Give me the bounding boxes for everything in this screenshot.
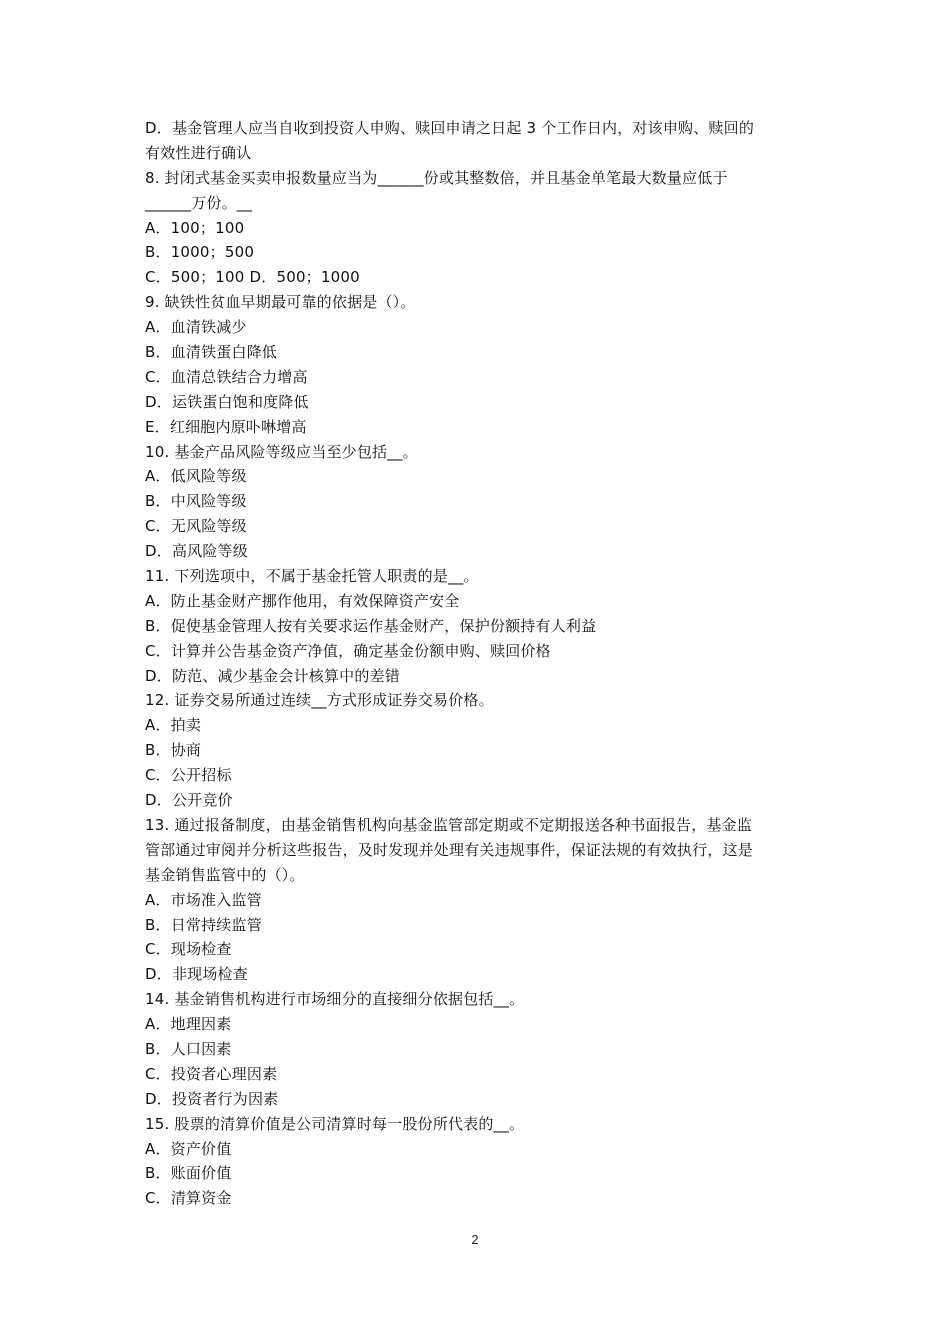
text-line: 基金销售监管中的（）。	[145, 865, 305, 884]
text-line: C．500；100 D．500；1000	[145, 268, 360, 287]
text-line: ______万份。__	[145, 193, 253, 212]
text-line: A．血清铁减少	[145, 318, 247, 337]
text-line: 14. 基金销售机构进行市场细分的直接细分依据包括__。	[145, 990, 525, 1009]
text-line: D．投资者行为因素	[145, 1089, 279, 1108]
text-line: C．现场检查	[145, 940, 232, 959]
text-line: C．计算并公告基金资产净值，确定基金份额申购、赎回价格	[145, 641, 551, 660]
text-line: C．无风险等级	[145, 517, 247, 536]
text-line: A．100；100	[145, 218, 245, 237]
text-line: 15. 股票的清算价值是公司清算时每一股份所代表的__。	[145, 1114, 525, 1133]
text-line: C．公开招标	[145, 766, 232, 785]
text-line: C．血清总铁结合力增高	[145, 367, 308, 386]
text-line: A．地理因素	[145, 1015, 232, 1034]
text-line: B．血清铁蛋白降低	[145, 343, 278, 362]
text-line: D．非现场检查	[145, 965, 248, 984]
text-line: 13. 通过报备制度，由基金销售机构向基金监管部定期或不定期报送各种书面报告，基金监	[145, 815, 753, 834]
document-body	[145, 116, 810, 1211]
text-line: D．基金管理人应当自收到投资人申购、赎回申请之日起 3 个工作日内，对该申购、赎回的	[145, 119, 755, 137]
text-line: B．人口因素	[145, 1039, 232, 1058]
text-line: D．防范、减少基金会计核算中的差错	[145, 666, 400, 685]
text-line: D．公开竞价	[145, 791, 233, 810]
text-line: 10. 基金产品风险等级应当至少包括__。	[145, 442, 418, 461]
text-line: 12. 证券交易所通过连续__方式形成证券交易价格。	[145, 691, 494, 710]
text-line: 9. 缺铁性贫血早期最可靠的依据是（）。	[145, 293, 416, 312]
text-line: D．运铁蛋白饱和度降低	[145, 392, 309, 411]
text-line: B．账面价值	[145, 1164, 232, 1183]
text-line: E．红细胞内原卟啉增高	[145, 417, 307, 436]
text-line: B．日常持续监管	[145, 915, 262, 934]
text-line: B．1000；500	[145, 243, 255, 262]
text-line: B．协商	[145, 741, 202, 760]
text-line: 11. 下列选项中，不属于基金托管人职责的是__。	[145, 567, 479, 586]
text-line: 管部通过审阅并分析这些报告，及时发现并处理有关违规事件，保证法规的有效执行，这是	[145, 840, 754, 859]
text-line: C．清算资金	[145, 1189, 232, 1208]
text-line: A．拍卖	[145, 716, 202, 735]
text-line: 8. 封闭式基金买卖申报数量应当为______份或其整数倍，并且基金单笔最大数量应低于	[145, 168, 728, 187]
text-line: B．中风险等级	[145, 492, 247, 511]
text-line: D．高风险等级	[145, 542, 248, 561]
page-number: 2	[471, 1232, 479, 1247]
text-line: A．市场准入监管	[145, 890, 262, 909]
text-line: A．防止基金财产挪作他用，有效保障资产安全	[145, 591, 460, 610]
text-line: 有效性进行确认	[145, 143, 252, 162]
text-line: A．低风险等级	[145, 467, 247, 486]
text-line: B．促使基金管理人按有关要求运作基金财产，保护份额持有人利益	[145, 616, 597, 635]
text-line: A．资产价值	[145, 1139, 232, 1158]
text-line: C．投资者心理因素	[145, 1064, 278, 1083]
